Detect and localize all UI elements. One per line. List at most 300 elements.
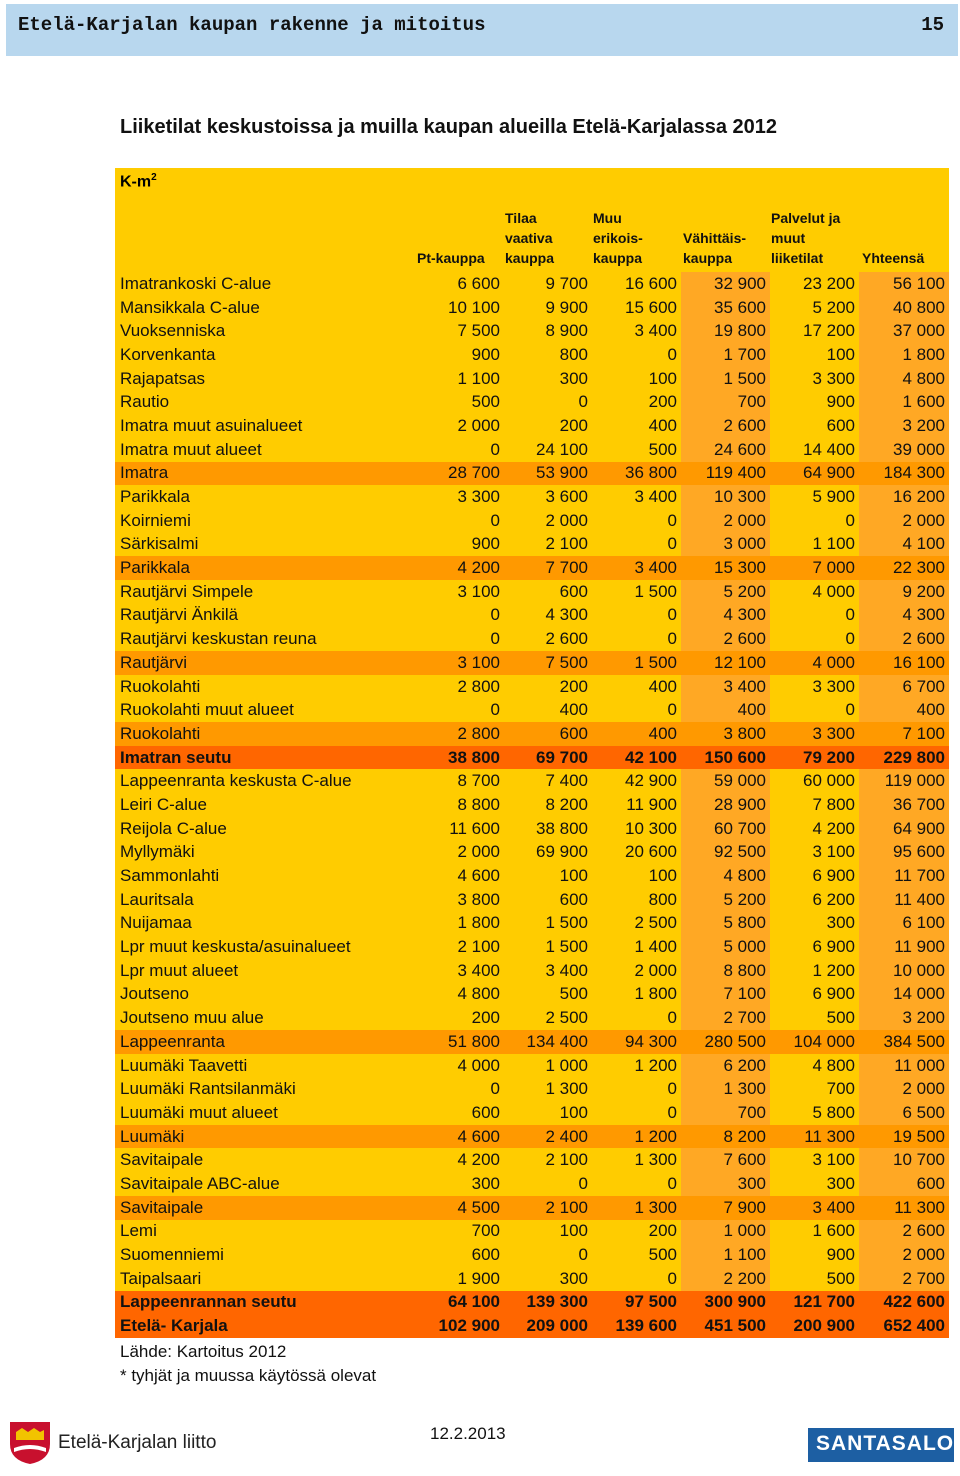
cell-value: 0 xyxy=(412,509,504,533)
cell-value: 0 xyxy=(592,604,681,628)
row-label: Rautjärvi Simpele xyxy=(115,580,412,604)
cell-value: 2 700 xyxy=(681,1006,770,1030)
table-row xyxy=(115,651,949,675)
cell-value: 11 300 xyxy=(770,1125,859,1149)
cell-value: 4 000 xyxy=(770,651,859,675)
table-row xyxy=(115,1291,949,1315)
cell-value: 400 xyxy=(592,414,681,438)
cell-value: 1 100 xyxy=(412,367,504,391)
cell-value: 64 900 xyxy=(859,817,949,841)
cell-value: 280 500 xyxy=(681,1030,770,1054)
cell-value: 3 400 xyxy=(592,485,681,509)
cell-value: 451 500 xyxy=(681,1314,770,1338)
cell-value: 500 xyxy=(504,983,592,1007)
cell-value: 10 300 xyxy=(681,485,770,509)
cell-value: 229 800 xyxy=(859,746,949,770)
cell-value: 100 xyxy=(504,1101,592,1125)
row-label: Lauritsala xyxy=(115,888,412,912)
data-table xyxy=(115,168,949,1338)
cell-value: 2 700 xyxy=(859,1267,949,1291)
cell-value: 7 500 xyxy=(412,319,504,343)
cell-value: 40 800 xyxy=(859,296,949,320)
source-notes xyxy=(120,1340,376,1388)
cell-value: 2 000 xyxy=(412,841,504,865)
cell-value: 1 400 xyxy=(592,935,681,959)
cell-value: 7 100 xyxy=(859,722,949,746)
cell-value: 2 600 xyxy=(859,1220,949,1244)
cell-value: 2 100 xyxy=(504,1196,592,1220)
cell-value: 2 000 xyxy=(681,509,770,533)
row-label: Vuoksenniska xyxy=(115,319,412,343)
row-label: Joutseno xyxy=(115,983,412,1007)
row-label: Lappeenranta xyxy=(115,1030,412,1054)
cell-value: 1 600 xyxy=(770,1220,859,1244)
column-header: Yhteensä xyxy=(862,250,925,266)
cell-value: 19 800 xyxy=(681,319,770,343)
cell-value: 4 600 xyxy=(412,1125,504,1149)
unit-label: $K-m^2$ xyxy=(120,172,157,191)
cell-value: 2 500 xyxy=(592,912,681,936)
cell-value: 400 xyxy=(592,722,681,746)
cell-value: 1 500 xyxy=(681,367,770,391)
cell-value: 0 xyxy=(770,627,859,651)
cell-value: 6 200 xyxy=(681,1054,770,1078)
cell-value: 64 900 xyxy=(770,462,859,486)
cell-value: 8 800 xyxy=(681,959,770,983)
row-label: Parikkala xyxy=(115,556,412,580)
cell-value: 10 300 xyxy=(592,817,681,841)
cell-value: 209 000 xyxy=(504,1314,592,1338)
cell-value: 4 300 xyxy=(859,604,949,628)
cell-value: 184 300 xyxy=(859,462,949,486)
cell-value: 652 400 xyxy=(859,1314,949,1338)
table-row xyxy=(115,1101,949,1125)
header-title: Etelä-Karjalan kaupan rakenne ja mitoitus xyxy=(18,14,486,36)
coat-of-arms-icon xyxy=(6,1418,54,1466)
cell-value: 600 xyxy=(412,1243,504,1267)
cell-value: 100 xyxy=(504,1220,592,1244)
table-row xyxy=(115,1243,949,1267)
row-label: Parikkala xyxy=(115,485,412,509)
cell-value: 200 xyxy=(504,414,592,438)
cell-value: 1 000 xyxy=(681,1220,770,1244)
cell-value: 4 200 xyxy=(770,817,859,841)
cell-value: 200 xyxy=(412,1006,504,1030)
table-row xyxy=(115,438,949,462)
cell-value: 300 xyxy=(681,1172,770,1196)
table-row xyxy=(115,533,949,557)
cell-value: 500 xyxy=(592,1243,681,1267)
cell-value: 2 000 xyxy=(592,959,681,983)
cell-value: 4 200 xyxy=(412,556,504,580)
table-row xyxy=(115,462,949,486)
cell-value: 1 100 xyxy=(681,1243,770,1267)
row-label: Etelä- Karjala xyxy=(115,1314,412,1338)
cell-value: 60 000 xyxy=(770,769,859,793)
table-row xyxy=(115,627,949,651)
cell-value: 8 700 xyxy=(412,769,504,793)
cell-value: 16 200 xyxy=(859,485,949,509)
cell-value: 5 200 xyxy=(681,888,770,912)
cell-value: 1 500 xyxy=(504,912,592,936)
cell-value: 4 800 xyxy=(681,864,770,888)
cell-value: 0 xyxy=(592,627,681,651)
column-header: Vähittäis- kauppa xyxy=(683,230,747,266)
cell-value: 102 900 xyxy=(412,1314,504,1338)
table-row xyxy=(115,983,949,1007)
table-row xyxy=(115,1077,949,1101)
cell-value: 36 700 xyxy=(859,793,949,817)
row-label: Luumäki muut alueet xyxy=(115,1101,412,1125)
cell-value: 400 xyxy=(859,698,949,722)
cell-value: 700 xyxy=(412,1220,504,1244)
cell-value: 10 000 xyxy=(859,959,949,983)
row-label: Imatra muut asuinalueet xyxy=(115,414,412,438)
cell-value: 10 700 xyxy=(859,1148,949,1172)
cell-value: 4 500 xyxy=(412,1196,504,1220)
cell-value: 2 100 xyxy=(412,935,504,959)
table-row xyxy=(115,1196,949,1220)
cell-value: 0 xyxy=(592,533,681,557)
cell-value: 900 xyxy=(770,390,859,414)
cell-value: 3 300 xyxy=(412,485,504,509)
cell-value: 3 400 xyxy=(770,1196,859,1220)
cell-value: 0 xyxy=(592,343,681,367)
row-label: Savitaipale xyxy=(115,1148,412,1172)
table-row xyxy=(115,1314,949,1338)
row-label: Koirniemi xyxy=(115,509,412,533)
table-row xyxy=(115,580,949,604)
brand-name: SANTASALO xyxy=(816,1432,955,1455)
cell-value: 0 xyxy=(592,509,681,533)
cell-value: 3 200 xyxy=(859,1006,949,1030)
cell-value: 1 600 xyxy=(859,390,949,414)
cell-value: 64 100 xyxy=(412,1291,504,1315)
cell-value: 100 xyxy=(504,864,592,888)
row-label: Imatra xyxy=(115,462,412,486)
cell-value: 3 100 xyxy=(412,651,504,675)
cell-value: 0 xyxy=(592,1172,681,1196)
row-label: Luumäki Rantsilanmäki xyxy=(115,1077,412,1101)
cell-value: 9 900 xyxy=(504,296,592,320)
row-label: Suomenniemi xyxy=(115,1243,412,1267)
cell-value: 3 600 xyxy=(504,485,592,509)
cell-value: 139 300 xyxy=(504,1291,592,1315)
cell-value: 7 500 xyxy=(504,651,592,675)
cell-value: 95 600 xyxy=(859,841,949,865)
row-label: Mansikkala C-alue xyxy=(115,296,412,320)
cell-value: 3 400 xyxy=(592,556,681,580)
cell-value: 600 xyxy=(504,722,592,746)
table-row xyxy=(115,1220,949,1244)
cell-value: 4 200 xyxy=(412,1148,504,1172)
cell-value: 11 400 xyxy=(859,888,949,912)
cell-value: 6 900 xyxy=(770,935,859,959)
table-row xyxy=(115,1148,949,1172)
cell-value: 9 200 xyxy=(859,580,949,604)
table-row xyxy=(115,698,949,722)
cell-value: 6 500 xyxy=(859,1101,949,1125)
cell-value: 0 xyxy=(770,509,859,533)
cell-value: 36 800 xyxy=(592,462,681,486)
table-body xyxy=(115,272,949,1338)
cell-value: 1 300 xyxy=(592,1148,681,1172)
cell-value: 37 000 xyxy=(859,319,949,343)
cell-value: 2 500 xyxy=(504,1006,592,1030)
cell-value: 4 600 xyxy=(412,864,504,888)
cell-value: 104 000 xyxy=(770,1030,859,1054)
footnote-text: * tyhjät ja muussa käytössä olevat xyxy=(120,1366,377,1385)
cell-value: 300 900 xyxy=(681,1291,770,1315)
cell-value: 800 xyxy=(592,888,681,912)
cell-value: 22 300 xyxy=(859,556,949,580)
cell-value: 5 800 xyxy=(681,912,770,936)
cell-value: 5 900 xyxy=(770,485,859,509)
cell-value: 1 300 xyxy=(504,1077,592,1101)
cell-value: 2 600 xyxy=(681,414,770,438)
table-row xyxy=(115,817,949,841)
cell-value: 2 600 xyxy=(504,627,592,651)
footer-date: 12.2.2013 xyxy=(430,1424,506,1443)
cell-value: 800 xyxy=(504,343,592,367)
cell-value: 4 000 xyxy=(412,1054,504,1078)
cell-value: 1 300 xyxy=(592,1196,681,1220)
cell-value: 400 xyxy=(592,675,681,699)
cell-value: 3 200 xyxy=(859,414,949,438)
cell-value: 2 000 xyxy=(859,509,949,533)
cell-value: 2 000 xyxy=(412,414,504,438)
cell-value: 150 600 xyxy=(681,746,770,770)
cell-value: 0 xyxy=(412,627,504,651)
cell-value: 6 600 xyxy=(412,272,504,296)
cell-value: 11 600 xyxy=(412,817,504,841)
cell-value: 3 300 xyxy=(770,722,859,746)
cell-value: 300 xyxy=(770,1172,859,1196)
cell-value: 0 xyxy=(592,1267,681,1291)
cell-value: 0 xyxy=(504,390,592,414)
cell-value: 7 800 xyxy=(770,793,859,817)
cell-value: 0 xyxy=(412,604,504,628)
cell-value: 4 800 xyxy=(859,367,949,391)
row-label: Rautjärvi Änkilä xyxy=(115,604,412,628)
cell-value: 10 100 xyxy=(412,296,504,320)
cell-value: 121 700 xyxy=(770,1291,859,1315)
cell-value: 5 000 xyxy=(681,935,770,959)
cell-value: 200 900 xyxy=(770,1314,859,1338)
table-row xyxy=(115,1006,949,1030)
cell-value: 384 500 xyxy=(859,1030,949,1054)
cell-value: 3 300 xyxy=(770,367,859,391)
cell-value: 15 300 xyxy=(681,556,770,580)
row-label: Rautjärvi keskustan reuna xyxy=(115,627,412,651)
row-label: Rajapatsas xyxy=(115,367,412,391)
cell-value: 2 000 xyxy=(859,1077,949,1101)
cell-value: 28 700 xyxy=(412,462,504,486)
cell-value: 4 300 xyxy=(504,604,592,628)
cell-value: 14 400 xyxy=(770,438,859,462)
cell-value: 2 200 xyxy=(681,1267,770,1291)
cell-value: 0 xyxy=(592,698,681,722)
cell-value: 9 700 xyxy=(504,272,592,296)
cell-value: 5 800 xyxy=(770,1101,859,1125)
cell-value: 500 xyxy=(770,1267,859,1291)
cell-value: 0 xyxy=(412,438,504,462)
cell-value: 1 800 xyxy=(412,912,504,936)
cell-value: 0 xyxy=(412,1077,504,1101)
cell-value: 900 xyxy=(412,343,504,367)
cell-value: 200 xyxy=(592,390,681,414)
cell-value: 0 xyxy=(412,698,504,722)
cell-value: 94 300 xyxy=(592,1030,681,1054)
row-label: Nuijamaa xyxy=(115,912,412,936)
cell-value: 600 xyxy=(412,1101,504,1125)
cell-value: 12 100 xyxy=(681,651,770,675)
cell-value: 2 000 xyxy=(859,1243,949,1267)
cell-value: 4 800 xyxy=(770,1054,859,1078)
cell-value: 1 500 xyxy=(504,935,592,959)
row-label: Korvenkanta xyxy=(115,343,412,367)
cell-value: 600 xyxy=(504,888,592,912)
table-row xyxy=(115,390,949,414)
table-row xyxy=(115,935,949,959)
cell-value: 3 000 xyxy=(681,533,770,557)
cell-value: 400 xyxy=(504,698,592,722)
cell-value: 3 400 xyxy=(504,959,592,983)
cell-value: 56 100 xyxy=(859,272,949,296)
cell-value: 600 xyxy=(770,414,859,438)
cell-value: 119 000 xyxy=(859,769,949,793)
row-label: Leiri C-alue xyxy=(115,793,412,817)
column-header: Pt-kauppa xyxy=(417,250,485,266)
cell-value: 7 000 xyxy=(770,556,859,580)
cell-value: 700 xyxy=(681,390,770,414)
cell-value: 39 000 xyxy=(859,438,949,462)
cell-value: 3 400 xyxy=(592,319,681,343)
cell-value: 134 400 xyxy=(504,1030,592,1054)
cell-value: 97 500 xyxy=(592,1291,681,1315)
row-label: Imatran seutu xyxy=(115,746,412,770)
cell-value: 1 000 xyxy=(504,1054,592,1078)
row-label: Luumäki Taavetti xyxy=(115,1054,412,1078)
cell-value: 2 600 xyxy=(859,627,949,651)
cell-value: 24 100 xyxy=(504,438,592,462)
table-row xyxy=(115,864,949,888)
row-label: Lappeenranta keskusta C-alue xyxy=(115,769,412,793)
cell-value: 6 900 xyxy=(770,864,859,888)
row-label: Lpr muut alueet xyxy=(115,959,412,983)
cell-value: 2 100 xyxy=(504,1148,592,1172)
cell-value: 2 100 xyxy=(504,533,592,557)
cell-value: 1 100 xyxy=(770,533,859,557)
cell-value: 300 xyxy=(770,912,859,936)
cell-value: 8 200 xyxy=(504,793,592,817)
row-label: Ruokolahti muut alueet xyxy=(115,698,412,722)
cell-value: 8 800 xyxy=(412,793,504,817)
row-label: Joutseno muu alue xyxy=(115,1006,412,1030)
cell-value: 11 700 xyxy=(859,864,949,888)
cell-value: 600 xyxy=(504,580,592,604)
row-label: Rautio xyxy=(115,390,412,414)
cell-value: 1 200 xyxy=(592,1054,681,1078)
cell-value: 0 xyxy=(770,604,859,628)
cell-value: 0 xyxy=(592,1006,681,1030)
cell-value: 3 100 xyxy=(770,841,859,865)
cell-value: 0 xyxy=(504,1243,592,1267)
cell-value: 1 300 xyxy=(681,1077,770,1101)
cell-value: 0 xyxy=(592,1101,681,1125)
cell-value: 6 700 xyxy=(859,675,949,699)
cell-value: 38 800 xyxy=(412,746,504,770)
document-title: Liiketilat keskustoissa ja muilla kaupan alueilla Etelä-Karjalassa 2012 xyxy=(120,116,778,138)
cell-value: 11 300 xyxy=(859,1196,949,1220)
table-row xyxy=(115,1172,949,1196)
cell-value: 32 900 xyxy=(681,272,770,296)
table-row xyxy=(115,912,949,936)
cell-value: 42 100 xyxy=(592,746,681,770)
row-label: Lappeenrannan seutu xyxy=(115,1291,412,1315)
cell-value: 100 xyxy=(770,343,859,367)
column-header: Palvelut ja muut liiketilat xyxy=(771,210,841,266)
cell-value: 7 600 xyxy=(681,1148,770,1172)
cell-value: 60 700 xyxy=(681,817,770,841)
row-label: Myllymäki xyxy=(115,841,412,865)
cell-value: 0 xyxy=(770,698,859,722)
cell-value: 11 000 xyxy=(859,1054,949,1078)
cell-value: 700 xyxy=(770,1077,859,1101)
cell-value: 1 900 xyxy=(412,1267,504,1291)
table-row xyxy=(115,414,949,438)
cell-value: 900 xyxy=(412,533,504,557)
source-text: Lähde: Kartoitus 2012 xyxy=(120,1342,287,1361)
table-row xyxy=(115,1054,949,1078)
row-label: Ruokolahti xyxy=(115,675,412,699)
row-label: Reijola C-alue xyxy=(115,817,412,841)
cell-value: 24 600 xyxy=(681,438,770,462)
cell-value: 3 800 xyxy=(412,888,504,912)
table-row xyxy=(115,675,949,699)
cell-value: 79 200 xyxy=(770,746,859,770)
row-label: Taipalsaari xyxy=(115,1267,412,1291)
table-row xyxy=(115,1030,949,1054)
cell-value: 400 xyxy=(681,698,770,722)
cell-value: 5 200 xyxy=(681,580,770,604)
row-label: Rautjärvi xyxy=(115,651,412,675)
row-label: Imatrankoski C-alue xyxy=(115,272,412,296)
table-header xyxy=(115,168,949,272)
cell-value: 0 xyxy=(592,1077,681,1101)
cell-value: 19 500 xyxy=(859,1125,949,1149)
cell-value: 500 xyxy=(770,1006,859,1030)
cell-value: 38 800 xyxy=(504,817,592,841)
cell-value: 1 800 xyxy=(859,343,949,367)
cell-value: 100 xyxy=(592,367,681,391)
header-bar xyxy=(6,4,958,56)
cell-value: 100 xyxy=(592,864,681,888)
cell-value: 1 800 xyxy=(592,983,681,1007)
cell-value: 17 200 xyxy=(770,319,859,343)
cell-value: 422 600 xyxy=(859,1291,949,1315)
cell-value: 300 xyxy=(504,367,592,391)
cell-value: 15 600 xyxy=(592,296,681,320)
page-number: 15 xyxy=(921,14,944,36)
cell-value: 53 900 xyxy=(504,462,592,486)
column-header: Muu erikois- kauppa xyxy=(593,210,643,266)
cell-value: 6 200 xyxy=(770,888,859,912)
cell-value: 119 400 xyxy=(681,462,770,486)
org-name: Etelä-Karjalan liitto xyxy=(58,1432,217,1453)
table-row xyxy=(115,509,949,533)
row-label: Luumäki xyxy=(115,1125,412,1149)
